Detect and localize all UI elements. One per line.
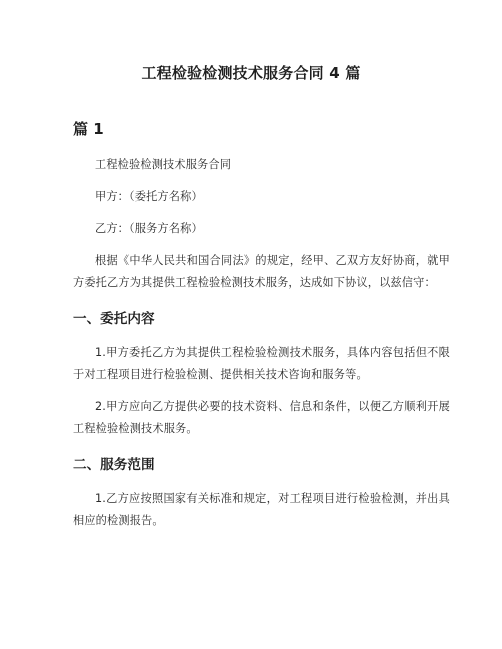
document-title: 工程检验检测技术服务合同 4 篇 bbox=[141, 64, 361, 82]
section-paragraph: 2.甲方应向乙方提供必要的技术资料、信息和条件，以便乙方顺利开展工程检验检测技术服务。 bbox=[73, 400, 450, 435]
section-heading-scope: 二、服务范围 bbox=[73, 457, 155, 473]
contract-name-paragraph: 工程检验检测技术服务合同 bbox=[95, 158, 232, 171]
part-heading: 篇 1 bbox=[73, 120, 104, 138]
party-b-paragraph: 乙方：（服务方名称） bbox=[95, 222, 203, 235]
section-paragraph: 1.乙方应按照国家有关标准和规定，对工程项目进行检验检测，并出具相应的检测报告。 bbox=[73, 492, 450, 527]
section-paragraph: 1.甲方委托乙方为其提供工程检验检测技术服务，具体内容包括但不限于对工程项目进行检验检测、提供相关技术咨询和服务等。 bbox=[73, 346, 450, 381]
section-heading-entrustment: 一、委托内容 bbox=[73, 311, 155, 327]
party-a-paragraph: 甲方：（委托方名称） bbox=[95, 190, 203, 203]
preamble-paragraph: 根据《中华人民共和国合同法》的规定，经甲、乙双方友好协商，就甲方委托乙方为其提供工程检验检测技术服务，达成如下协议，以兹信守： bbox=[73, 254, 450, 289]
